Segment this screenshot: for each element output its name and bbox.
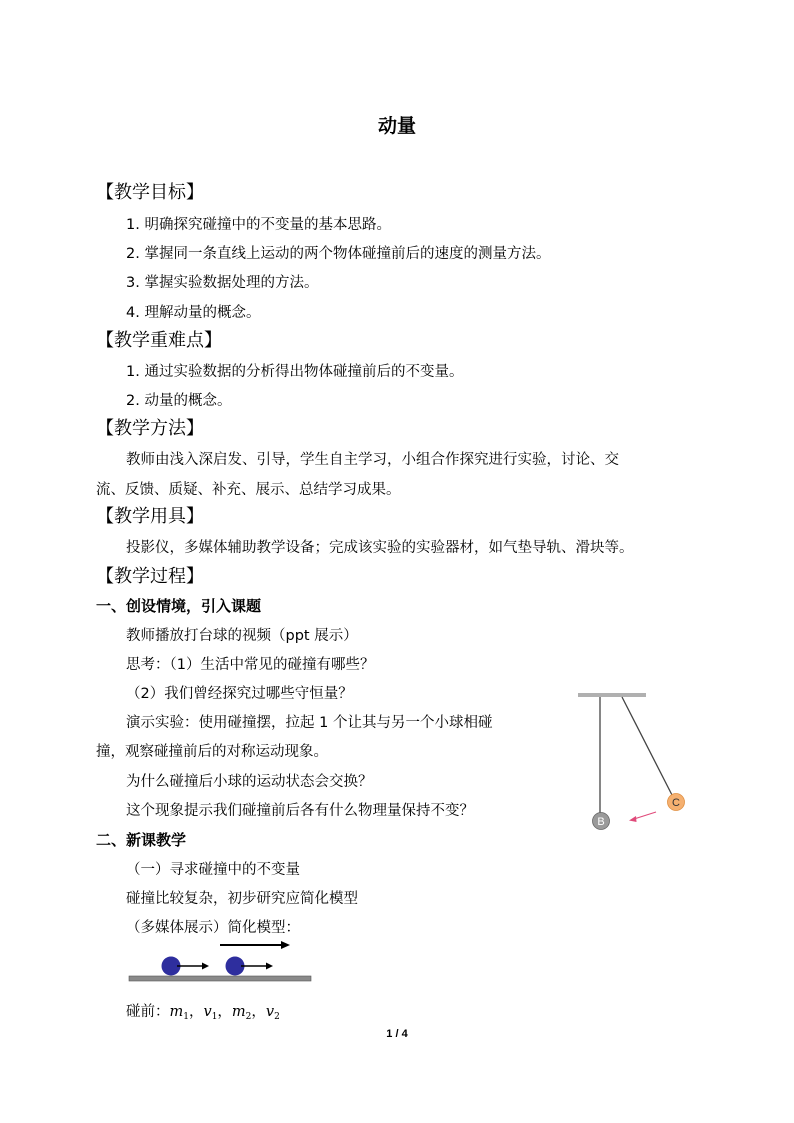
section-process: 【教学过程】 (96, 566, 204, 587)
simplified-model-figure (125, 935, 320, 987)
part2-line: （一）寻求碰撞中的不变量 (126, 862, 300, 878)
objective-item: 1. 明确探究碰撞中的不变量的基本思路。 (126, 217, 391, 233)
part1-line: 撞，观察碰撞前后的对称运动现象。 (96, 744, 328, 760)
part2-line: 碰撞比较复杂，初步研究应简化模型 (126, 891, 358, 907)
section-key-points: 【教学重难点】 (96, 330, 222, 351)
v2-symbol: $v_2$ (265, 1004, 280, 1022)
m2-symbol: $m_2$ (231, 1004, 252, 1022)
pendulum-string-c (622, 697, 672, 795)
part1-line: 思考：（1）生活中常见的碰撞有哪些？ (126, 657, 375, 673)
part1-line: 这个现象提示我们碰撞前后各有什么物理量保持不变？ (126, 803, 474, 819)
methods-line-2: 流、反馈、质疑、补充、展示、总结学习成果。 (96, 482, 401, 498)
track (129, 976, 311, 981)
top-arrow-head (281, 941, 290, 949)
part2-line: （多媒体展示）简化模型： (126, 920, 300, 936)
before-collision-line: 碰前：$m_1$，$v_1$，$m_2$，$v_2$ (126, 1004, 280, 1022)
part1-heading: 一、创设情境，引入课题 (96, 597, 262, 615)
motion-arrow-line (634, 812, 656, 819)
part2-heading: 二、新课教学 (96, 831, 187, 849)
m1-symbol: $m_1$ (169, 1004, 189, 1022)
objective-item: 2. 掌握同一条直线上运动的两个物体碰撞前后的速度的测量方法。 (126, 246, 551, 262)
page-number: 1 / 4 (386, 1028, 408, 1040)
part1-line: 教师播放打台球的视频（ppt 展示） (126, 628, 358, 644)
tools-text: 投影仪，多媒体辅助教学设备；完成该实验的实验器材，如气垫导轨、滑块等。 (126, 540, 634, 556)
objective-item: 4. 理解动量的概念。 (126, 305, 261, 321)
objective-item: 3. 掌握实验数据处理的方法。 (126, 275, 319, 291)
before-label: 碰前： (126, 1004, 170, 1020)
collision-pendulum-figure (570, 685, 700, 835)
methods-line-1: 教师由浅入深启发、引导，学生自主学习，小组合作探究进行实验，讨论、交 (126, 452, 619, 468)
ball-b-label: B (597, 816, 605, 828)
ball-2-arrow-head (266, 963, 273, 970)
v1-symbol: $v_1$ (203, 1004, 218, 1022)
pendulum-support-bar (578, 693, 646, 697)
ball-c-label: C (672, 797, 680, 809)
key-point-item: 2. 动量的概念。 (126, 393, 232, 409)
part1-line: 演示实验：使用碰撞摆，拉起 1 个让其与另一个小球相碰 (126, 715, 493, 731)
section-tools: 【教学用具】 (96, 506, 204, 527)
part1-line: （2）我们曾经探究过哪些守恒量？ (126, 686, 353, 702)
motion-arrow-head (629, 816, 637, 822)
section-objectives: 【教学目标】 (96, 182, 204, 203)
part1-line: 为什么碰撞后小球的运动状态会交换？ (126, 774, 373, 790)
page-title: 动量 (377, 115, 416, 137)
ball-1-arrow-head (202, 963, 209, 970)
section-methods: 【教学方法】 (96, 418, 204, 439)
key-point-item: 1. 通过实验数据的分析得出物体碰撞前后的不变量。 (126, 364, 464, 380)
